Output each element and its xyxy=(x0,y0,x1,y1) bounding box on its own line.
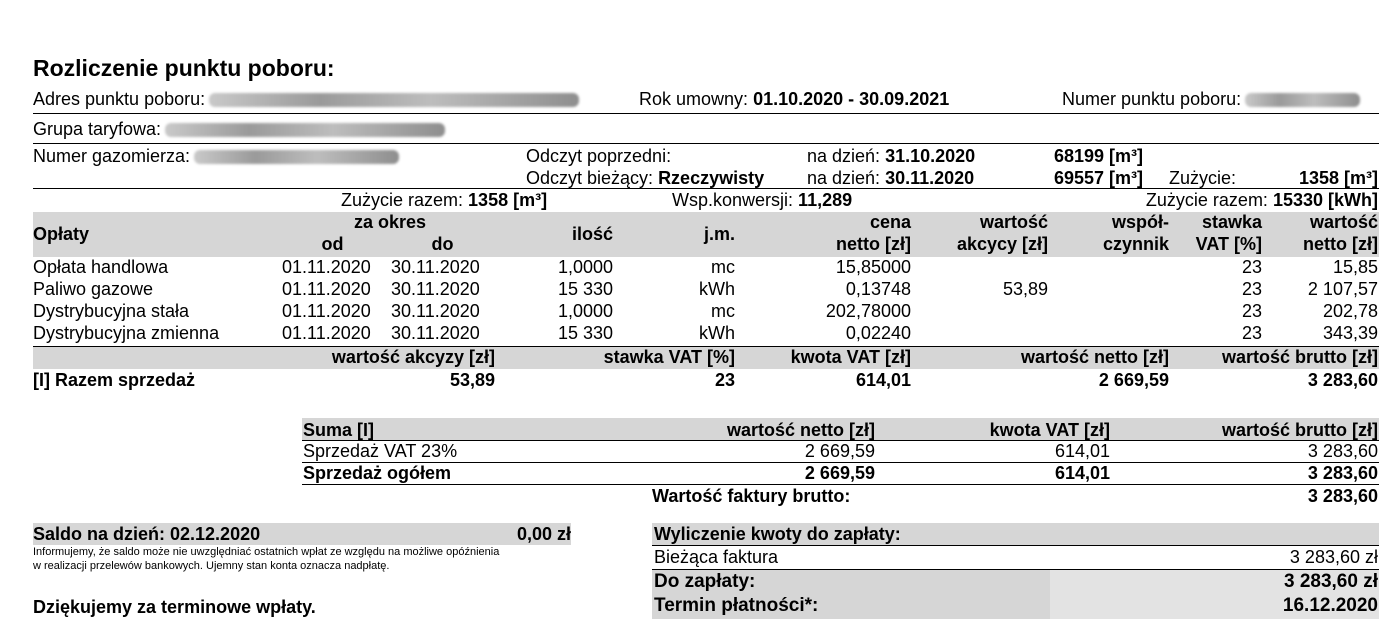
curr-date-value: 30.11.2020 xyxy=(885,168,975,188)
date-label: na dzień: xyxy=(807,168,881,188)
cell-name: Opłata handlowa xyxy=(33,257,169,277)
payment-header: Wyliczenie kwoty do zapłaty: xyxy=(654,524,901,544)
cell-cena: 0,13748 xyxy=(845,279,911,299)
col-wsp-2: czynnik xyxy=(1102,234,1169,254)
usage-total-m3 xyxy=(341,190,547,211)
cell-od: 01.11.2020 xyxy=(282,323,371,343)
suma-r2-vat: 614,01 xyxy=(1054,463,1110,483)
suma-h-netto: wartość netto [zł] xyxy=(726,420,875,440)
sum-h-akcyza: wartość akcyzy [zł] xyxy=(331,347,495,367)
cell-ilosc: 1,0000 xyxy=(557,257,613,277)
suma-r2-label: Sprzedaż ogółem xyxy=(303,463,452,483)
prev-date xyxy=(807,146,975,167)
suma-r1-label: Sprzedaż VAT 23% xyxy=(303,441,458,461)
col-ilosc: ilość xyxy=(571,224,613,244)
col-za-okres: za okres xyxy=(353,212,427,232)
col-netto-2: netto [zł] xyxy=(1303,234,1378,254)
saldo-value: 0,00 zł xyxy=(516,524,571,544)
cell-cena: 0,02240 xyxy=(845,323,911,343)
col-akcyza: wartość xyxy=(979,212,1048,232)
invoice-total-label: Wartość faktury brutto: xyxy=(652,486,851,506)
saldo-label: Saldo na dzień: 02.12.2020 xyxy=(33,524,261,544)
suma-r2-netto: 2 669,59 xyxy=(804,463,875,483)
usage-total-kwh xyxy=(1146,190,1378,211)
page-title: Rozliczenie punktu poboru: xyxy=(33,55,335,81)
cell-od: 01.11.2020 xyxy=(282,257,371,277)
curr-value: 69557 [m³] xyxy=(1054,168,1144,188)
curr-date xyxy=(807,168,974,189)
curr-reading-type: Rzeczywisty xyxy=(658,168,765,188)
cell-netto: 202,78 xyxy=(1322,301,1378,321)
col-od: od xyxy=(321,234,344,254)
prev-reading-label: Odczyt poprzedni: xyxy=(526,146,672,166)
col-cena: cena xyxy=(869,212,911,232)
cell-ilosc: 15 330 xyxy=(557,279,613,299)
current-invoice-value: 3 283,60 zł xyxy=(1289,547,1378,567)
col-jm: j.m. xyxy=(703,224,735,244)
suma-header-label: Suma [I] xyxy=(303,420,375,440)
conversion-factor xyxy=(672,190,852,211)
prev-date-value: 31.10.2020 xyxy=(885,146,976,166)
curr-reading xyxy=(526,168,764,189)
col-wsp: współ- xyxy=(1112,212,1169,232)
col-netto: wartość xyxy=(1309,212,1378,232)
sum-h-brutto: wartość brutto [zł] xyxy=(1222,347,1378,367)
divider xyxy=(33,113,1379,114)
prev-value: 68199 [m³] xyxy=(1054,146,1144,166)
cell-vat: 23 xyxy=(1241,301,1262,321)
sum-label: [I] Razem sprzedaż xyxy=(33,370,196,390)
cell-jm: mc xyxy=(711,257,735,277)
cell-name: Paliwo gazowe xyxy=(33,279,154,299)
usage-total-m3-value: 1358 [m³] xyxy=(468,190,548,210)
cell-jm: kWh xyxy=(699,279,735,299)
cell-do: 30.11.2020 xyxy=(391,323,480,343)
redacted-meter xyxy=(194,150,399,164)
cell-vat: 23 xyxy=(1241,323,1262,343)
term-label: Termin płatności*: xyxy=(654,595,819,616)
usage-total-label-2: Zużycie razem: xyxy=(1145,190,1268,210)
col-akcyza-2: akcycy [zł] xyxy=(956,234,1048,254)
cell-jm: mc xyxy=(711,301,735,321)
cell-ilosc: 15 330 xyxy=(557,323,613,343)
redacted-point-number xyxy=(1245,93,1360,107)
current-invoice-label: Bieżąca faktura xyxy=(654,547,779,567)
col-oplaty: Opłaty xyxy=(33,224,90,244)
cell-do: 30.11.2020 xyxy=(391,301,480,321)
cell-od: 01.11.2020 xyxy=(282,279,371,299)
date-label: na dzień: xyxy=(807,146,881,166)
cell-netto: 15,85 xyxy=(1332,257,1378,277)
cell-name: Dystrybucyjna zmienna xyxy=(33,323,220,343)
col-do: do xyxy=(431,234,454,254)
due-value: 3 283,60 zł xyxy=(1283,571,1378,592)
conversion-label: Wsp.konwersji: xyxy=(672,190,794,210)
tariff-label: Grupa taryfowa: xyxy=(33,119,162,139)
col-vat: stawka xyxy=(1201,212,1262,232)
invoice-total-value: 3 283,60 xyxy=(1307,486,1378,506)
suma-h-vat: kwota VAT [zł] xyxy=(989,420,1110,440)
cell-jm: kWh xyxy=(699,323,735,343)
sum-vat-rate: 23 xyxy=(714,370,735,390)
cell-vat: 23 xyxy=(1241,257,1262,277)
thanks-text: Dziękujemy za terminowe wpłaty. xyxy=(33,597,316,617)
cell-ilosc: 1,0000 xyxy=(557,301,613,321)
cell-cena: 202,78000 xyxy=(825,301,911,321)
divider xyxy=(33,188,1379,189)
sum-netto: 2 669,59 xyxy=(1098,370,1169,390)
redacted-address xyxy=(209,93,579,107)
cell-vat: 23 xyxy=(1241,279,1262,299)
cell-od: 01.11.2020 xyxy=(282,301,371,321)
redacted-tariff xyxy=(165,123,445,137)
cell-netto: 2 107,57 xyxy=(1307,279,1378,299)
cell-do: 30.11.2020 xyxy=(391,257,480,277)
contract-year-value: 01.10.2020 - 30.09.2021 xyxy=(753,89,950,109)
col-cena-2: netto [zł] xyxy=(836,234,911,254)
saldo-note-2: w realizacji przelewów bankowych. Ujemny stan konta oznacza nadpłatę. xyxy=(33,560,390,572)
curr-reading-label: Odczyt bieżący: xyxy=(526,168,654,188)
usage-label: Zużycie: xyxy=(1169,168,1237,188)
cell-do: 30.11.2020 xyxy=(391,279,480,299)
suma-r1-netto: 2 669,59 xyxy=(804,441,875,461)
due-label: Do zapłaty: xyxy=(654,571,756,592)
tariff-row xyxy=(33,119,445,140)
cell-name: Dystrybucyjna stała xyxy=(33,301,190,321)
sum-vat-amount: 614,01 xyxy=(855,370,911,390)
divider xyxy=(302,484,1379,485)
col-vat-2: VAT [%] xyxy=(1195,234,1262,254)
usage-value: 1358 [m³] xyxy=(1298,168,1378,188)
cell-cena: 15,85000 xyxy=(835,257,911,277)
sum-h-vat-amount: kwota VAT [zł] xyxy=(790,347,911,367)
usage-total-kwh-value: 15330 [kWh] xyxy=(1272,190,1378,210)
suma-r1-brutto: 3 283,60 xyxy=(1307,441,1378,461)
conversion-value: 11,289 xyxy=(798,190,853,210)
divider xyxy=(652,545,1379,546)
contract-year-label: Rok umowny: xyxy=(639,89,749,109)
contract-year xyxy=(639,89,949,110)
sum-brutto: 3 283,60 xyxy=(1307,370,1378,390)
sum-h-vat-rate: stawka VAT [%] xyxy=(603,347,735,367)
point-number-label: Numer punktu poboru: xyxy=(1062,89,1242,109)
suma-r1-vat: 614,01 xyxy=(1054,441,1110,461)
sum-h-netto: wartość netto [zł] xyxy=(1020,347,1169,367)
sum-akcyza: 53,89 xyxy=(449,370,495,390)
cell-akcyza: 53,89 xyxy=(1002,279,1048,299)
divider xyxy=(33,143,1379,144)
term-value: 16.12.2020 xyxy=(1282,595,1378,616)
address-label: Adres punktu poboru: xyxy=(33,89,206,109)
suma-h-brutto: wartość brutto [zł] xyxy=(1222,420,1378,440)
saldo-note-1: Informujemy, że saldo może nie uwzględniać ostatnich wpłat ze względu na możliwe opóźnienia xyxy=(33,546,500,558)
point-number-row xyxy=(1062,89,1360,110)
usage-total-label: Zużycie razem: xyxy=(341,190,464,210)
suma-r2-brutto: 3 283,60 xyxy=(1307,463,1378,483)
address-row xyxy=(33,89,579,110)
meter-label: Numer gazomierza: xyxy=(33,146,191,166)
meter-row xyxy=(33,146,399,167)
cell-netto: 343,39 xyxy=(1322,323,1378,343)
